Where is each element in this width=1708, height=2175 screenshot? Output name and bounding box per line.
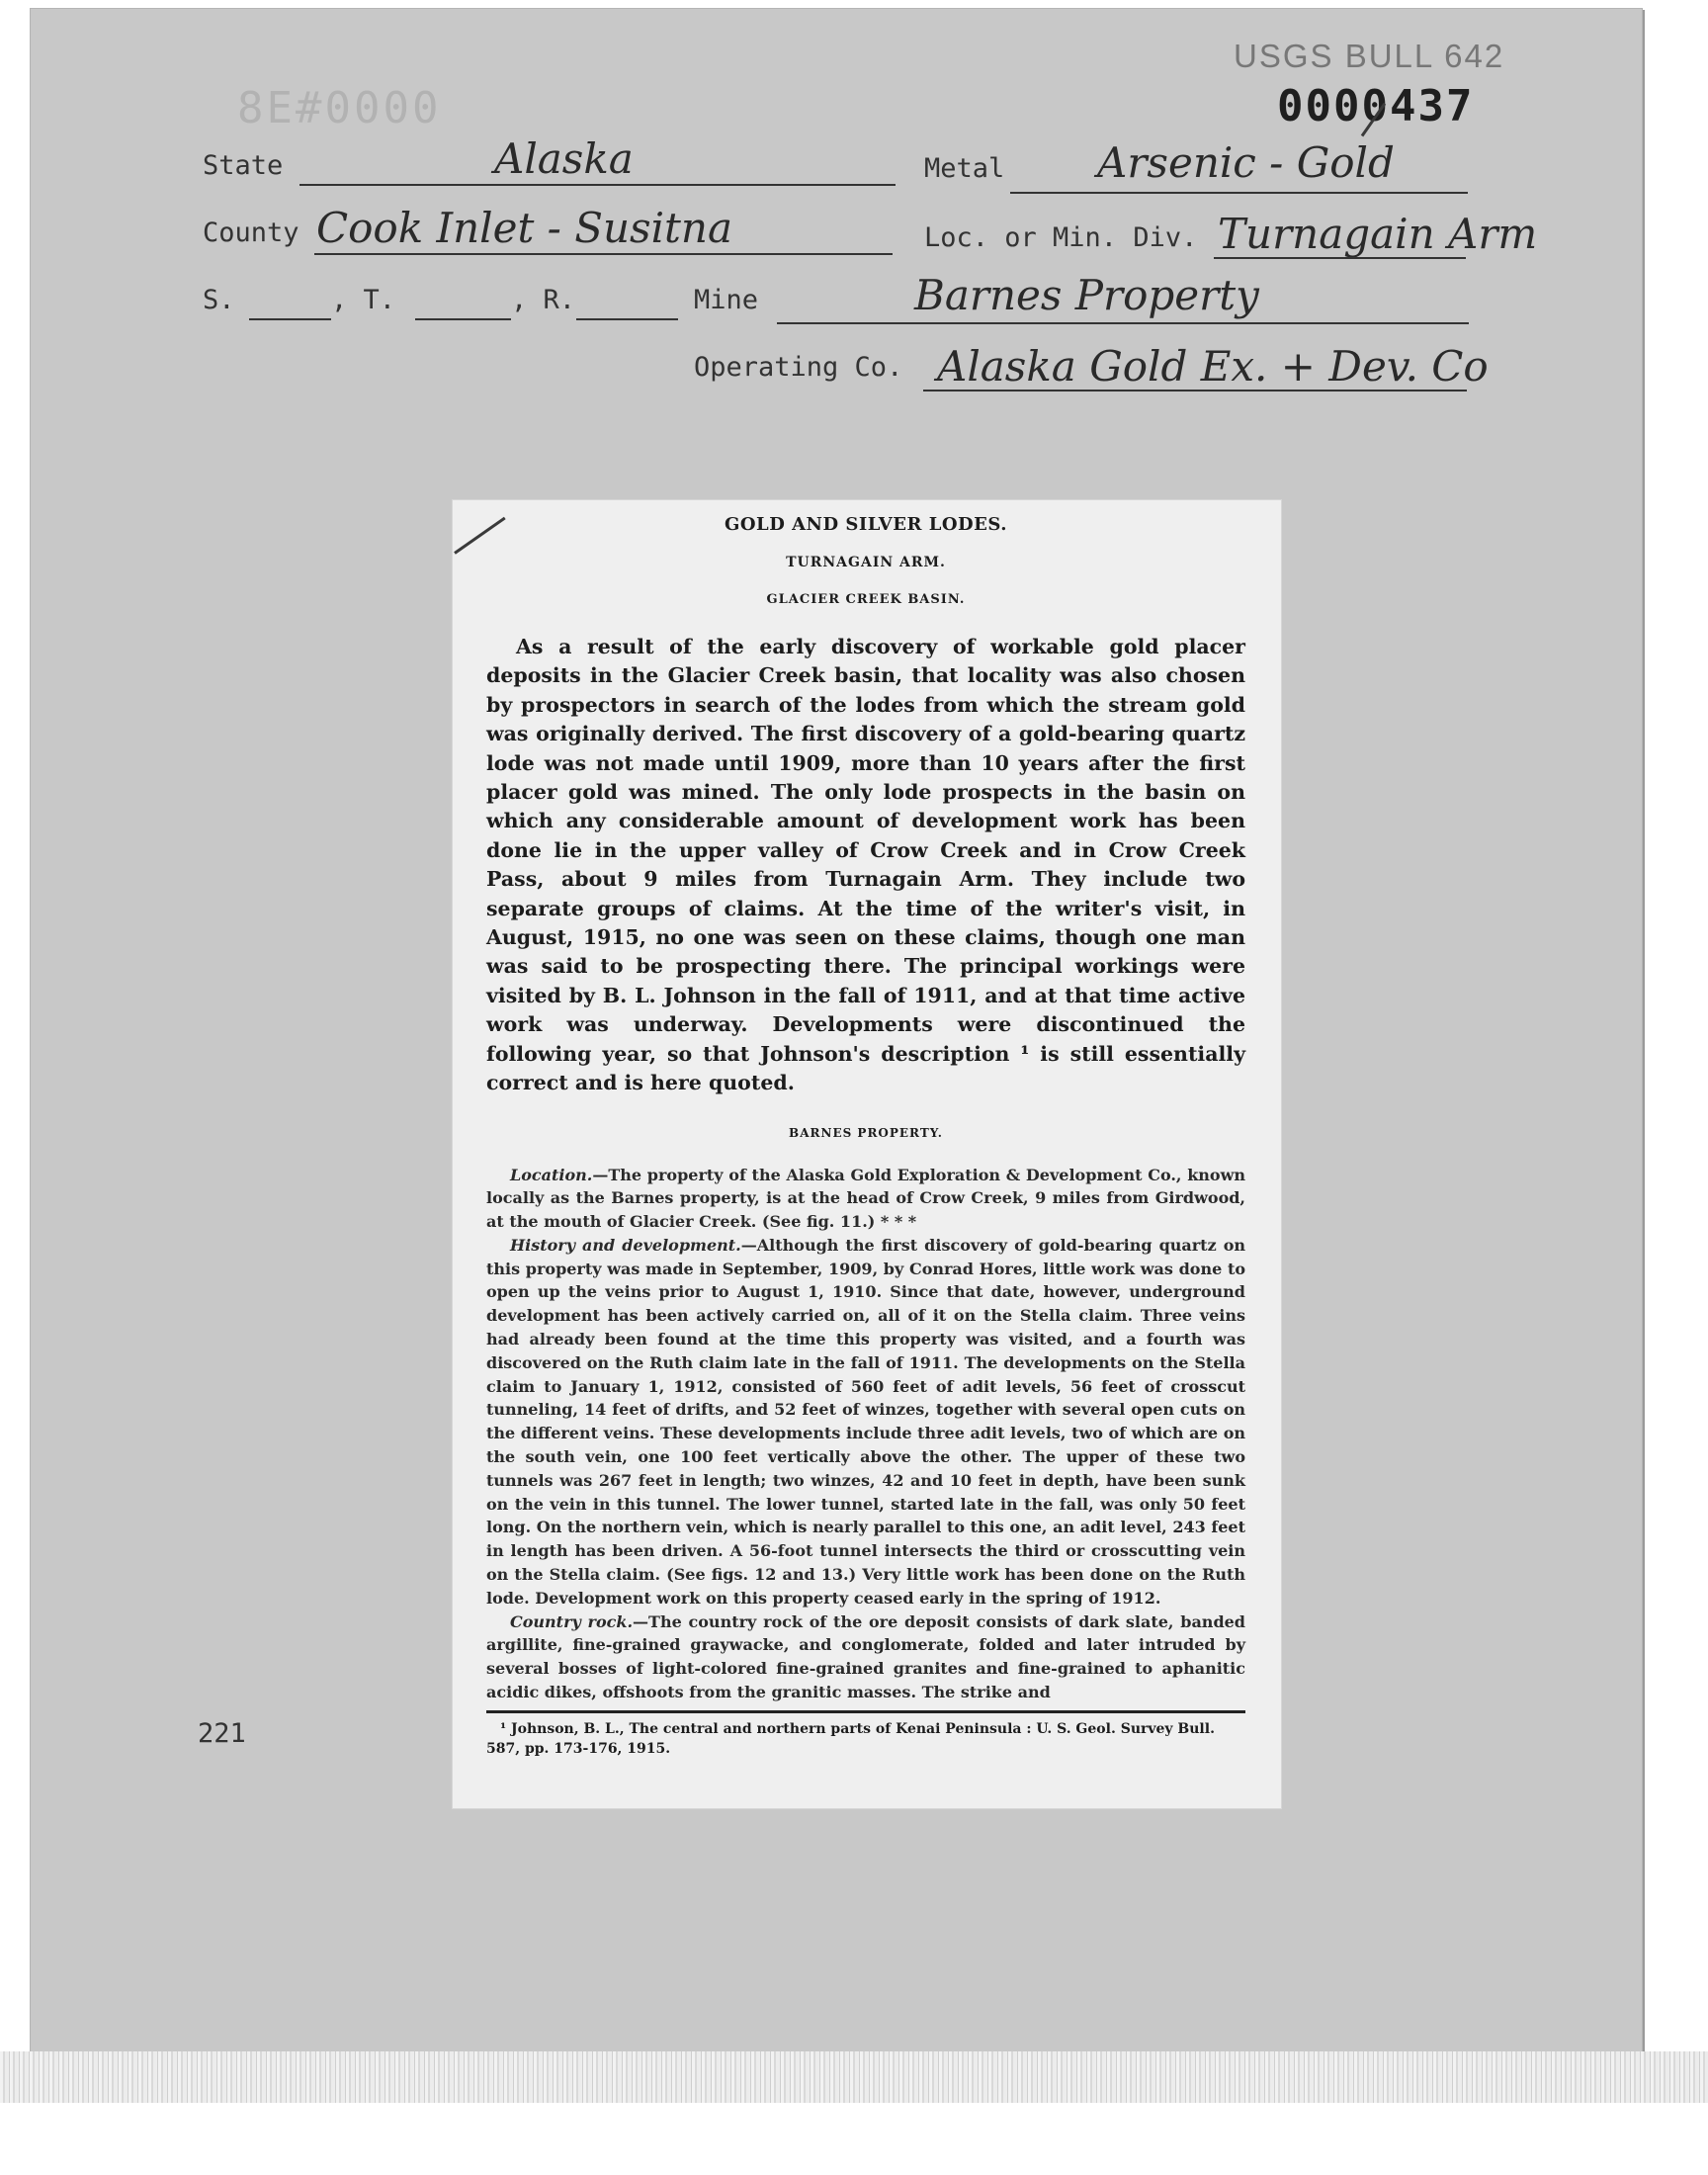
intro-paragraph: As a result of the early discovery of workable gold placer deposits in the Glacier Creek basin, that locality was also chosen by prospectors in search of the lodes from which the stream gold was originally derived. The first discovery of a gold-bearing quartz lode was not made until 1909, more than 10 years after the first placer gold was mined. The only lode prospects in the basin on which any considerable amount of development work has been done lie in the upper valley of Crow Creek and in Crow Creek Pass, about 9 miles from Turnagain Arm. They include two separate groups of claims. At the time of the writer's visit, in August, 1915, no one was seen on these claims, though one man was said to be prospecting there. The principal workings were visited by B. L. Johnson in the fall of 1911, and at that time active work was underway. Developments were discontinued the following year, so that Johnson's description ¹ is still essentially correct and is here quoted. xyxy=(486,635,1245,1095)
page-number: 221 xyxy=(198,1718,246,1749)
clipping-heading: GOLD AND SILVER LODES. xyxy=(724,514,1008,535)
loc-line xyxy=(1214,257,1466,259)
county-value: Cook Inlet - Susitna xyxy=(316,204,732,252)
location-paragraph xyxy=(486,1164,1245,1234)
loc-label: Loc. or Min. Div. xyxy=(924,222,1198,253)
footnote-rule xyxy=(486,1710,1245,1713)
operating-value: Alaska Gold Ex. + Dev. Co xyxy=(937,342,1489,391)
history-text: —Although the first discovery of gold-bearing quartz on this property was made in September, 1909, by Conrad Hores, little work was done to open up the veins prior to August 1, 1910. Since that date, however, underground development has been actively carried on, all of it on the Stella claim. Three veins had already been found at the time this property was visited, and a fourth was discovered on the Ruth claim late in the fall of 1911. The developments on the Stella claim to January 1, 1912, consisted of 560 feet of adit levels, 56 feet of crosscut tunneling, 14 feet of drifts, and 52 feet of winzes, together with several open cuts on the different veins. These developments include three adit levels, two of which are on the south vein, one 100 feet vertically above the other. The upper of these two tunnels was 267 feet in length; two winzes, 42 and 10 feet in depth, have been sunk on the vein in this tunnel. The lower tunnel, started late in the fall, was only 50 feet long. On the northern vein, which is nearly parallel to this one, an adit level, 243 feet in length has been driven. A 56-foot tunnel intersects the third or crosscutting vein on the Stella claim. (See figs. 12 and 13.) Very little work has been done on the Ruth lode. Development work on this property ceased early in the spring of 1912. xyxy=(486,1235,1245,1608)
section-label: S. xyxy=(203,285,235,315)
state-value: Alaska xyxy=(494,134,634,183)
mine-line xyxy=(777,322,1469,324)
county-line xyxy=(314,253,893,255)
metal-label: Metal xyxy=(924,153,1005,184)
document-number: 0000437 xyxy=(1277,81,1475,131)
township-line xyxy=(415,318,511,320)
footnote: ¹ Johnson, B. L., The central and northern parts of Kenai Peninsula : U. S. Geol. Survey Bull. 587, pp. 173-176, 1915. xyxy=(486,1720,1215,1757)
country-rock-text: —The country rock of the ore deposit consists of dark slate, banded argillite, fine-grained graywacke, and conglomerate, folded and later intruded by several bosses of light-colored fine-grained granites and fine-grained to aphanitic acidic dikes, offshoots from the granitic masses. The strike and xyxy=(486,1611,1245,1702)
history-label: History and development. xyxy=(510,1235,741,1255)
series-label: USGS BULL 642 xyxy=(1234,38,1505,74)
history-paragraph xyxy=(486,1234,1245,1610)
mine-label: Mine xyxy=(694,285,759,315)
metal-value: Arsenic - Gold xyxy=(1097,138,1395,187)
metal-line xyxy=(1010,192,1468,194)
location-label: Location. xyxy=(510,1165,593,1184)
clipping-subheading: TURNAGAIN ARM. xyxy=(786,555,946,570)
ghost-number: 8E#0000 xyxy=(237,83,442,133)
scan-edge-strip xyxy=(0,2051,1708,2103)
state-label: State xyxy=(203,150,284,181)
property-heading: BARNES PROPERTY. xyxy=(789,1125,943,1140)
operating-label: Operating Co. xyxy=(694,352,903,383)
operating-line xyxy=(923,390,1467,392)
country-rock-paragraph xyxy=(486,1610,1245,1704)
range-line xyxy=(576,318,678,320)
township-label: , T. xyxy=(331,285,396,315)
state-line xyxy=(299,184,896,186)
loc-value: Turnagain Arm xyxy=(1218,210,1538,258)
location-text: —The property of the Alaska Gold Exploration & Development Co., known locally as the Barnes property, is at the head of Crow Creek, 9 miles from Girdwood, at the mouth of Glacier Creek. (See fig. 11.) * * * xyxy=(486,1165,1245,1232)
section-line xyxy=(249,318,331,320)
range-label: , R. xyxy=(511,285,576,315)
county-label: County xyxy=(203,218,299,248)
country-rock-label: Country rock. xyxy=(510,1611,634,1631)
pasted-clipping xyxy=(452,499,1282,1809)
mine-value: Barnes Property xyxy=(914,271,1259,319)
clipping-section-title: GLACIER CREEK BASIN. xyxy=(766,592,966,607)
